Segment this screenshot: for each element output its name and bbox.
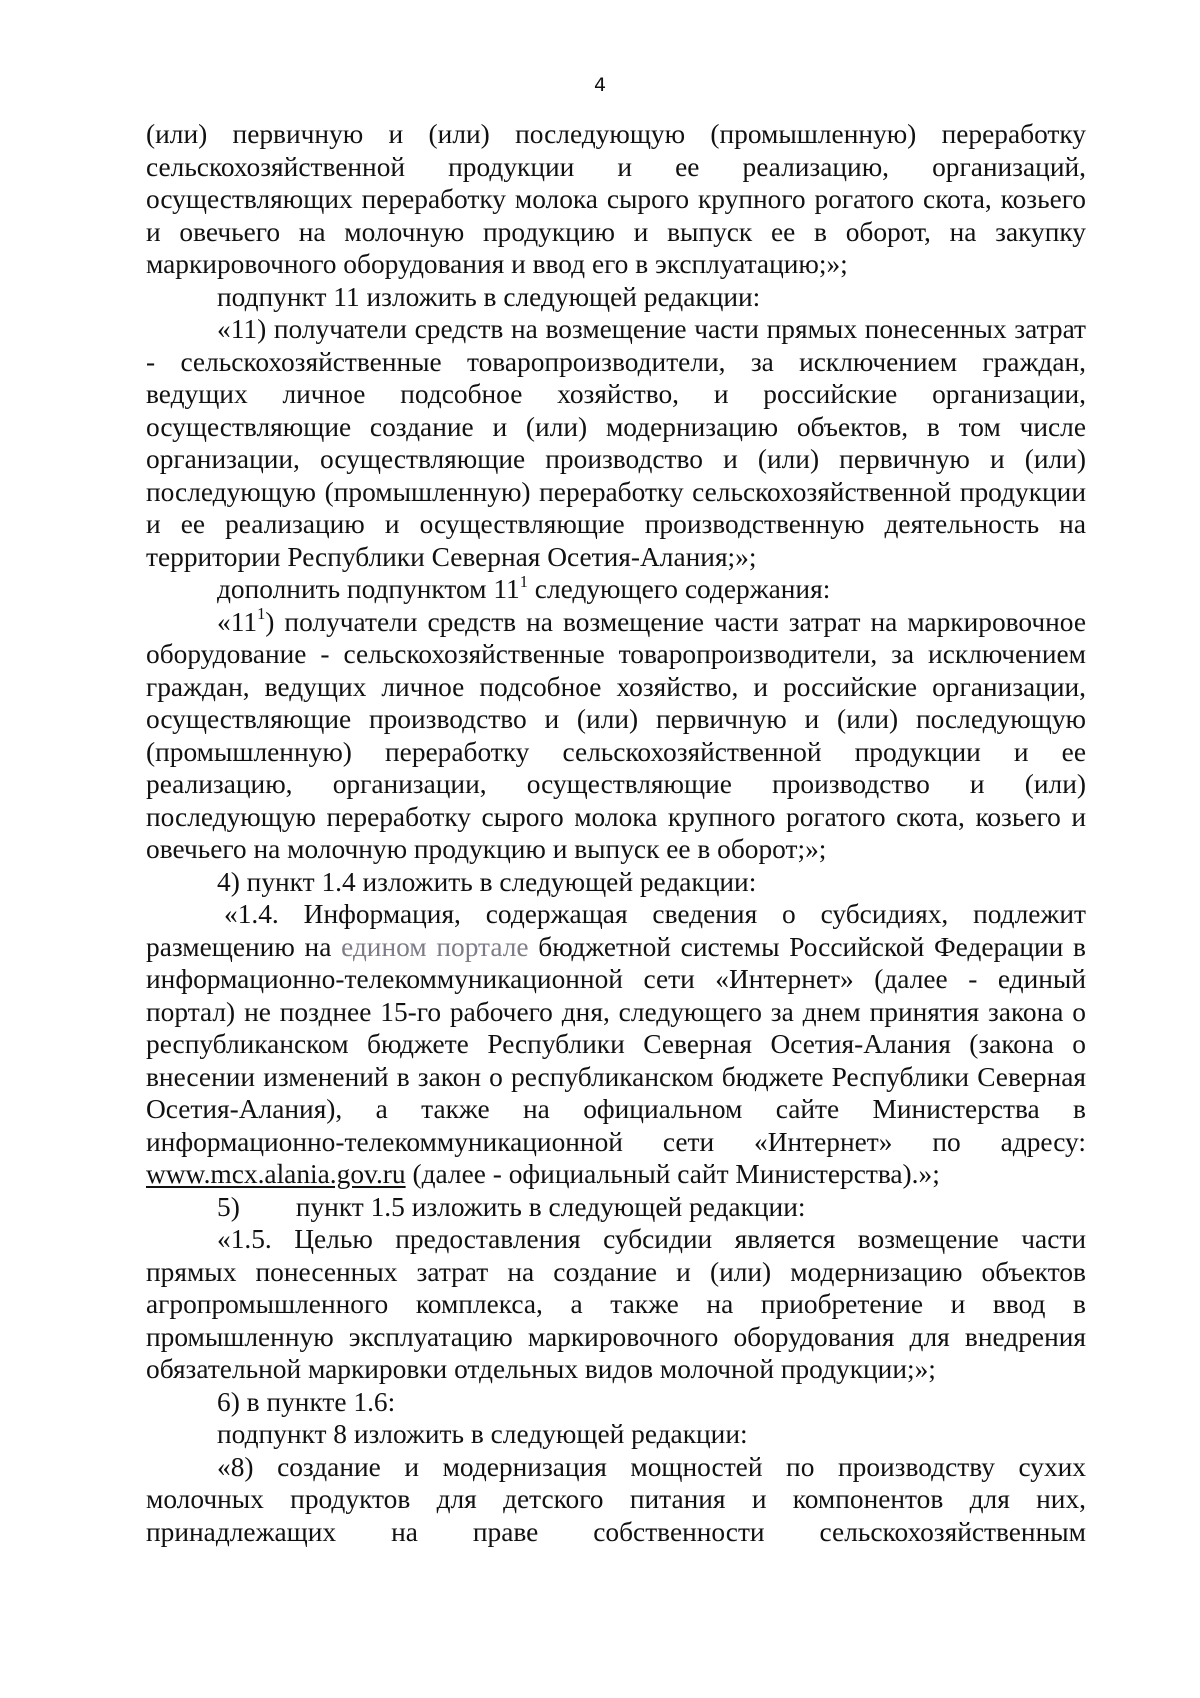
superscript: 1: [257, 604, 266, 624]
text-fragment: дополнить подпунктом 11: [217, 574, 520, 604]
paragraph-subitem-11-1-intro: [146, 573, 1086, 606]
text-fragment: «1.4. Информация, содержащая сведения о субсидиях, подлежит размещению на: [146, 899, 1086, 962]
text-fragment: бюджетной системы Российской Федерации в информационно-телекоммуникационной сети «Интернет» (далее - единый портал) не позднее 15-го рабочего дня, следующего за днем принятия закона о республиканском бюджете Республики Северная Осетия-Алания (закона о внесении изменений в закон о республиканском бюджете Республики Северная Осетия-Алания), а также на официальном сайте Министерства в информационно-телекоммуникационной сети «Интернет» по адресу:: [146, 931, 1086, 1157]
item-number: 5): [217, 1191, 240, 1222]
text-fragment: следующего содержания:: [527, 574, 831, 604]
paragraph-continuation: (или) первичную и (или) последующую (промышленную) переработку сельскохозяйственной продукции и ее реализацию, организаций, осуществляющих переработку молока сырого крупного рогатого скота, козьего и овечьего на молочную продукцию и выпуск ее в оборот, на закупку маркировочного оборудования и ввод его в эксплуатацию;»;: [146, 119, 1086, 279]
text-fragment: (далее - официальный сайт Министерства).»;: [405, 1159, 940, 1189]
portal-reference: едином портале: [341, 931, 529, 962]
paragraph-item-4: 4) пункт 1.4 изложить в следующей редакции:: [217, 866, 757, 897]
paragraph-clause-1-5: «1.5. Целью предоставления субсидии является возмещение части прямых понесенных затрат на создание и (или) модернизацию объектов агропромышленного комплекса, а также на приобретение и ввод в промышленную эксплуатацию маркировочного оборудования для внедрения обязательной маркировки отдельных видов молочной продукции;»;: [146, 1224, 1086, 1384]
paragraph-clause-1-4: [146, 898, 1086, 1191]
paragraph-subitem-11: «11) получатели средств на возмещение части прямых понесенных затрат - сельскохозяйственные товаропроизводители, за исключением граждан, ведущих личное подсобное хозяйство, и российские организации, осуществляющие создание и (или) модернизацию объектов, в том числе организации, осуществляющие производство и (или) первичную и (или) последующую (промышленную) переработку сельскохозяйственной продукции и ее реализацию и осуществляющие производственную деятельность на территории Республики Северная Осетия-Алания;»;: [146, 314, 1086, 572]
paragraph-subitem-11-intro: подпункт 11 изложить в следующей редакции:: [217, 281, 761, 312]
ministry-website-link[interactable]: www.mcx.alania.gov.ru: [146, 1159, 406, 1189]
paragraph-item-5: [146, 1191, 1086, 1224]
paragraph-subitem-11-1: [146, 606, 1086, 866]
document-body: [146, 118, 1086, 1548]
text-fragment: ) получатели средств на возмещение части затрат на маркировочное оборудование - сельскохозяйственные товаропроизводители, за исключением граждан, ведущих личное подсобное хозяйство, и российские организации, осуществляющие производство и (или) первичную и (или) последующую (промышленную) переработку сельскохозяйственной продукции и ее реализацию, организации, осуществляющие производство и (или) последующую переработку сырого молока крупного рогатого скота, козьего и овечьего на молочную продукцию и выпуск ее в оборот;»;: [146, 606, 1086, 864]
text-fragment: «11: [217, 606, 258, 637]
paragraph-item-6: 6) в пункте 1.6:: [217, 1386, 396, 1417]
paragraph-subitem-8: «8) создание и модернизация мощностей по производству сухих молочных продуктов для детского питания и компонентов для них, принадлежащих на праве собственности сельскохозяйственным: [146, 1451, 1086, 1547]
page-number: 4: [593, 74, 607, 96]
superscript: 1: [519, 571, 528, 591]
text-fragment: пункт 1.5 изложить в следующей редакции:: [295, 1191, 806, 1222]
paragraph-subitem-8-intro: подпункт 8 изложить в следующей редакции:: [217, 1419, 748, 1449]
